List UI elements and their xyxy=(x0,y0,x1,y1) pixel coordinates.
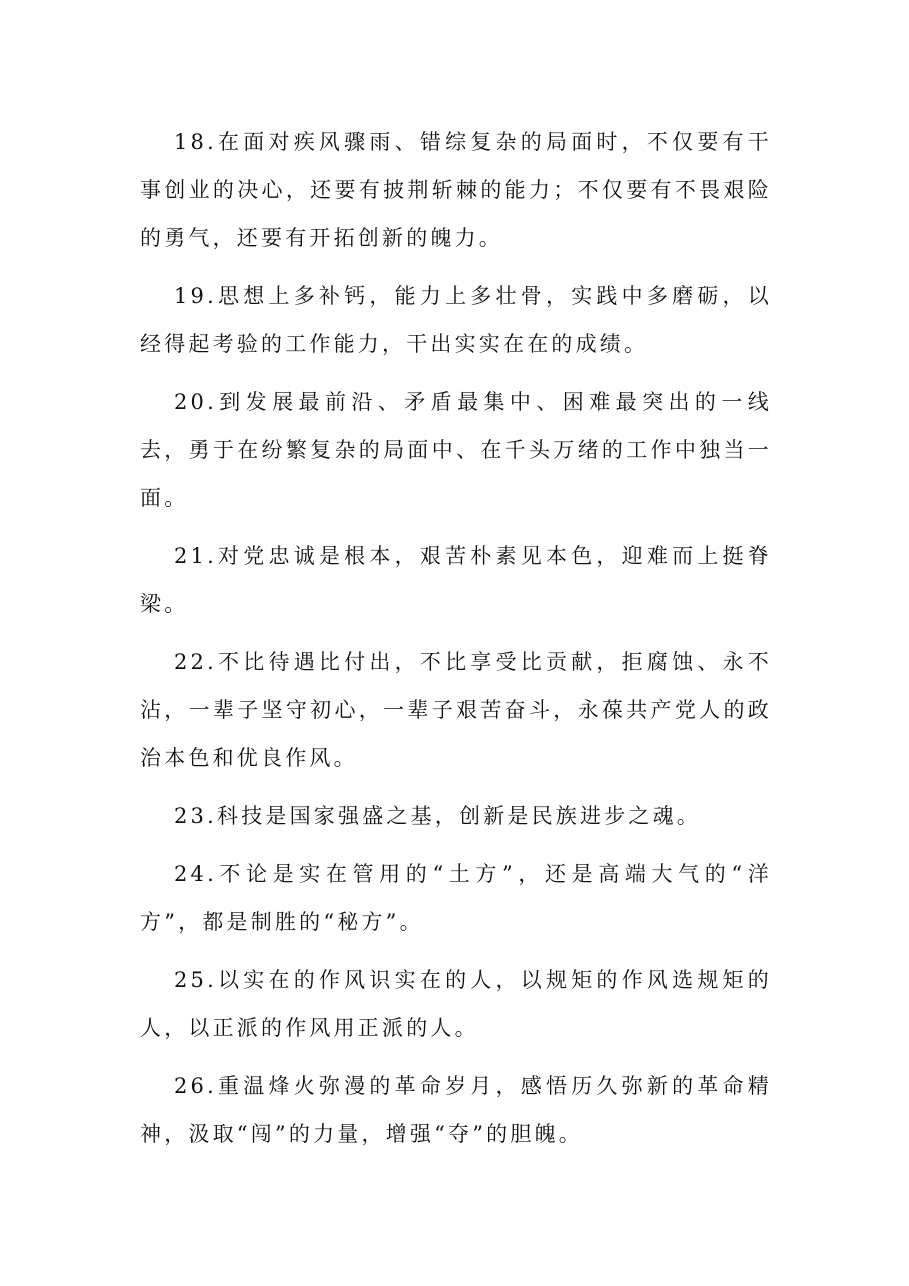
paragraph-23: 23.科技是国家强盛之基，创新是民族进步之魂。 xyxy=(174,804,701,828)
paragraph-21: 21.对党忠诚是根本，艰苦朴素见本色，迎难而上挺脊梁。 xyxy=(140,544,772,616)
paragraph-24: 24.不论是实在管用的“土方”，还是高端大气的“洋方”，都是制胜的“秘方”。 xyxy=(140,862,772,934)
paragraph-26: 26.重温烽火弥漫的革命岁月，感悟历久弥新的革命精神，汲取“闯”的力量，增强“夺”的胆魄。 xyxy=(140,1074,772,1146)
paragraph-18: 18.在面对疾风骤雨、错综复杂的局面时，不仅要有干事创业的决心，还要有披荆斩棘的能力；不仅要有不畏艰险的勇气，还要有开拓创新的魄力。 xyxy=(140,130,772,250)
paragraph-22: 22.不比待遇比付出，不比享受比贡献，拒腐蚀、永不沾，一辈子坚守初心，一辈子艰苦奋斗，永葆共产党人的政治本色和优良作风。 xyxy=(140,650,772,770)
document-body xyxy=(140,118,772,1168)
paragraph-20: 20.到发展最前沿、矛盾最集中、困难最突出的一线去，勇于在纷繁复杂的局面中、在千头万绪的工作中独当一面。 xyxy=(140,390,772,510)
paragraph-19: 19.思想上多补钙，能力上多壮骨，实践中多磨砺，以经得起考验的工作能力，干出实实在在的成绩。 xyxy=(140,284,772,356)
paragraph-25: 25.以实在的作风识实在的人，以规矩的作风选规矩的人，以正派的作风用正派的人。 xyxy=(140,968,772,1040)
